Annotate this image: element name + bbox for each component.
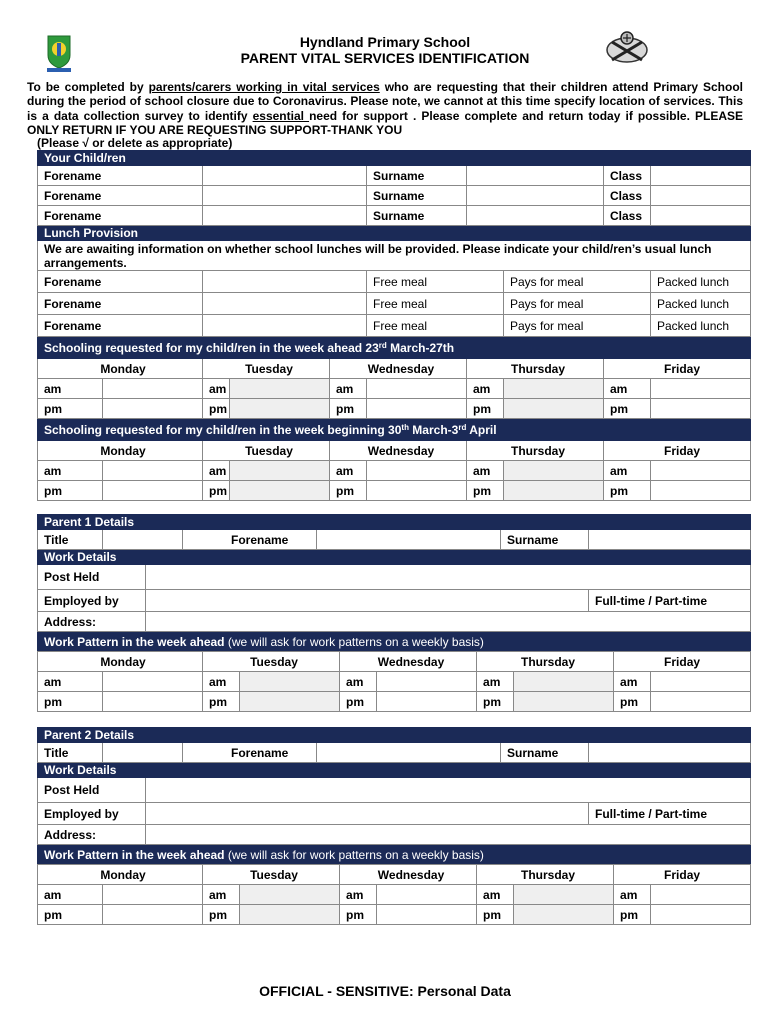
wednesday-pm-input[interactable] bbox=[367, 481, 467, 501]
am-label: am bbox=[467, 461, 504, 481]
schooling-week2-title: Schooling requested for my child/ren in the week beginning 30th March-3rd April bbox=[38, 419, 751, 441]
school-name: Hyndland Primary School bbox=[299, 34, 471, 50]
am-label: am bbox=[203, 885, 240, 905]
forename-label: Forename bbox=[38, 186, 203, 206]
packed-lunch-option[interactable]: Packed lunch bbox=[651, 271, 751, 293]
thursday-pm-input[interactable] bbox=[514, 905, 614, 925]
pm-label: pm bbox=[330, 481, 367, 501]
friday-am-input[interactable] bbox=[651, 461, 751, 481]
monday-am-input[interactable] bbox=[103, 885, 203, 905]
wednesday-am-input[interactable] bbox=[367, 379, 467, 399]
children-lunch-schooling-table bbox=[37, 150, 751, 501]
day-tuesday: Tuesday bbox=[203, 359, 330, 379]
day-monday: Monday bbox=[38, 652, 203, 672]
employed-by-label: Employed by bbox=[38, 803, 146, 825]
address-label: Address: bbox=[38, 825, 146, 845]
schooling-week1-title: Schooling requested for my child/ren in the week ahead 23rd March-27th bbox=[38, 337, 751, 359]
intro-underline-1: parents/carers working in vital services bbox=[148, 80, 380, 94]
fulltime-parttime-option[interactable]: Full-time / Part-time bbox=[589, 590, 751, 612]
am-label: am bbox=[477, 885, 514, 905]
title-input[interactable] bbox=[103, 743, 183, 763]
pm-label: pm bbox=[467, 481, 504, 501]
pm-label: pm bbox=[38, 481, 103, 501]
child-row bbox=[38, 186, 751, 206]
document-header bbox=[0, 34, 770, 66]
title-label: Title bbox=[38, 743, 103, 763]
day-friday: Friday bbox=[614, 652, 751, 672]
child-row bbox=[38, 206, 751, 226]
am-label: am bbox=[614, 885, 651, 905]
am-label: am bbox=[340, 885, 377, 905]
surname-label: Surname bbox=[501, 530, 589, 550]
forename-label: Forename bbox=[38, 271, 203, 293]
tuesday-pm-input[interactable] bbox=[230, 399, 330, 419]
wednesday-pm-input[interactable] bbox=[377, 905, 477, 925]
thursday-am-input[interactable] bbox=[504, 379, 604, 399]
pm-label: pm bbox=[38, 692, 103, 712]
pm-label: pm bbox=[467, 399, 504, 419]
pm-label: pm bbox=[330, 399, 367, 419]
forename-input[interactable] bbox=[203, 271, 367, 293]
post-held-input[interactable] bbox=[146, 565, 751, 590]
monday-pm-input[interactable] bbox=[103, 692, 203, 712]
tuesday-pm-input[interactable] bbox=[230, 481, 330, 501]
pm-label: pm bbox=[203, 905, 240, 925]
class-input[interactable] bbox=[651, 166, 751, 186]
parent2-work-pattern-table bbox=[37, 864, 751, 925]
class-input[interactable] bbox=[651, 206, 751, 226]
post-held-input[interactable] bbox=[146, 778, 751, 803]
class-label: Class bbox=[604, 166, 651, 186]
monday-pm-input[interactable] bbox=[103, 481, 203, 501]
day-wednesday: Wednesday bbox=[340, 652, 477, 672]
pm-label: pm bbox=[38, 399, 103, 419]
thursday-pm-input[interactable] bbox=[504, 399, 604, 419]
surname-input[interactable] bbox=[467, 186, 604, 206]
day-wednesday: Wednesday bbox=[340, 865, 477, 885]
pm-row bbox=[38, 399, 751, 419]
sensitivity-footer: OFFICIAL - SENSITIVE: Personal Data bbox=[259, 983, 511, 999]
intro-text-2: who are requesting that their children attend Primary School during the period of school closure due to Coronavirus. Please note, we cannot at this time specify location of services. This is a data collection survey to identify bbox=[27, 80, 743, 123]
forename-label: Forename bbox=[38, 315, 203, 337]
class-label: Class bbox=[604, 186, 651, 206]
parent2-section-title: Parent 2 Details bbox=[38, 728, 751, 743]
monday-am-input[interactable] bbox=[103, 379, 203, 399]
am-label: am bbox=[38, 885, 103, 905]
day-thursday: Thursday bbox=[467, 441, 604, 461]
surname-input[interactable] bbox=[589, 530, 751, 550]
fulltime-parttime-option[interactable]: Full-time / Part-time bbox=[589, 803, 751, 825]
day-monday: Monday bbox=[38, 441, 203, 461]
monday-am-input[interactable] bbox=[103, 672, 203, 692]
work-pattern-title: Work Pattern in the week ahead (we will ask for work patterns on a weekly basis) bbox=[38, 632, 751, 652]
am-label: am bbox=[330, 379, 367, 399]
tuesday-am-input[interactable] bbox=[240, 885, 340, 905]
parent1-table bbox=[37, 514, 751, 652]
surname-label: Surname bbox=[501, 743, 589, 763]
tuesday-am-input[interactable] bbox=[230, 461, 330, 481]
lunch-row bbox=[38, 315, 751, 337]
packed-lunch-option[interactable]: Packed lunch bbox=[651, 315, 751, 337]
day-thursday: Thursday bbox=[477, 652, 614, 672]
parent1-section-title: Parent 1 Details bbox=[38, 515, 751, 530]
am-label: am bbox=[604, 461, 651, 481]
class-label: Class bbox=[604, 206, 651, 226]
am-label: am bbox=[477, 672, 514, 692]
am-label: am bbox=[614, 672, 651, 692]
pm-label: pm bbox=[614, 692, 651, 712]
tuesday-pm-input[interactable] bbox=[240, 905, 340, 925]
thursday-pm-input[interactable] bbox=[514, 692, 614, 712]
day-friday: Friday bbox=[604, 359, 751, 379]
friday-am-input[interactable] bbox=[651, 672, 751, 692]
pm-label: pm bbox=[477, 692, 514, 712]
day-thursday: Thursday bbox=[467, 359, 604, 379]
wednesday-pm-input[interactable] bbox=[377, 692, 477, 712]
forename-input[interactable] bbox=[203, 186, 367, 206]
day-wednesday: Wednesday bbox=[330, 359, 467, 379]
pm-label: pm bbox=[614, 905, 651, 925]
title-input[interactable] bbox=[103, 530, 183, 550]
am-label: am bbox=[203, 379, 230, 399]
day-thursday: Thursday bbox=[477, 865, 614, 885]
pm-label: pm bbox=[203, 481, 230, 501]
surname-label: Surname bbox=[367, 206, 467, 226]
pm-label: pm bbox=[203, 692, 240, 712]
forename-input[interactable] bbox=[203, 206, 367, 226]
forename-label: Forename bbox=[183, 530, 317, 550]
children-section-title: Your Child/ren bbox=[38, 151, 751, 166]
employed-by-input[interactable] bbox=[146, 590, 589, 612]
friday-am-input[interactable] bbox=[651, 379, 751, 399]
day-monday: Monday bbox=[38, 865, 203, 885]
forename-input[interactable] bbox=[203, 166, 367, 186]
work-pattern-title: Work Pattern in the week ahead (we will ask for work patterns on a weekly basis) bbox=[38, 845, 751, 865]
lunch-row bbox=[38, 271, 751, 293]
pays-for-meal-option[interactable]: Pays for meal bbox=[504, 315, 651, 337]
am-label: am bbox=[330, 461, 367, 481]
wednesday-am-input[interactable] bbox=[377, 672, 477, 692]
packed-lunch-option[interactable]: Packed lunch bbox=[651, 293, 751, 315]
pm-label: pm bbox=[604, 399, 651, 419]
friday-pm-input[interactable] bbox=[651, 692, 751, 712]
am-label: am bbox=[38, 379, 103, 399]
thursday-am-input[interactable] bbox=[514, 885, 614, 905]
wednesday-am-input[interactable] bbox=[377, 885, 477, 905]
surname-label: Surname bbox=[367, 186, 467, 206]
forename-label: Forename bbox=[38, 166, 203, 186]
days-header-row bbox=[38, 359, 751, 379]
am-label: am bbox=[38, 461, 103, 481]
thursday-am-input[interactable] bbox=[504, 461, 604, 481]
day-tuesday: Tuesday bbox=[203, 441, 330, 461]
class-input[interactable] bbox=[651, 186, 751, 206]
form-title: PARENT VITAL SERVICES IDENTIFICATION bbox=[240, 50, 530, 66]
am-label: am bbox=[340, 672, 377, 692]
pm-label: pm bbox=[340, 692, 377, 712]
pm-label: pm bbox=[38, 905, 103, 925]
parent2-table bbox=[37, 727, 751, 865]
pm-label: pm bbox=[477, 905, 514, 925]
address-label: Address: bbox=[38, 612, 146, 632]
am-label: am bbox=[203, 461, 230, 481]
forename-label: Forename bbox=[38, 206, 203, 226]
post-held-label: Post Held bbox=[38, 778, 146, 803]
lunch-instructions: We are awaiting information on whether school lunches will be provided. Please indicate your child/ren’s usual lunch arrangements. bbox=[38, 241, 751, 271]
wednesday-am-input[interactable] bbox=[367, 461, 467, 481]
tuesday-pm-input[interactable] bbox=[240, 692, 340, 712]
day-monday: Monday bbox=[38, 359, 203, 379]
address-input[interactable] bbox=[146, 825, 751, 845]
surname-label: Surname bbox=[367, 166, 467, 186]
monday-pm-input[interactable] bbox=[103, 399, 203, 419]
pm-label: pm bbox=[340, 905, 377, 925]
days-header-row bbox=[38, 441, 751, 461]
friday-pm-input[interactable] bbox=[651, 399, 751, 419]
day-wednesday: Wednesday bbox=[330, 441, 467, 461]
lunch-row bbox=[38, 293, 751, 315]
pays-for-meal-option[interactable]: Pays for meal bbox=[504, 271, 651, 293]
work-details-title: Work Details bbox=[38, 550, 751, 565]
surname-input[interactable] bbox=[467, 166, 604, 186]
day-tuesday: Tuesday bbox=[203, 652, 340, 672]
employed-by-input[interactable] bbox=[146, 803, 589, 825]
thursday-am-input[interactable] bbox=[514, 672, 614, 692]
am-label: am bbox=[203, 672, 240, 692]
intro-paragraph bbox=[27, 80, 743, 138]
pm-label: pm bbox=[604, 481, 651, 501]
intro-underline-2: essential bbox=[252, 108, 310, 123]
free-meal-option[interactable]: Free meal bbox=[367, 293, 504, 315]
pm-label: pm bbox=[203, 399, 230, 419]
pays-for-meal-option[interactable]: Pays for meal bbox=[504, 293, 651, 315]
tuesday-am-input[interactable] bbox=[240, 672, 340, 692]
work-details-title: Work Details bbox=[38, 763, 751, 778]
intro-text-1: To be completed by bbox=[27, 80, 149, 94]
lunch-section-title: Lunch Provision bbox=[38, 226, 751, 241]
parent1-work-pattern-table bbox=[37, 651, 751, 712]
employed-by-label: Employed by bbox=[38, 590, 146, 612]
day-tuesday: Tuesday bbox=[203, 865, 340, 885]
surname-input[interactable] bbox=[589, 743, 751, 763]
forename-input[interactable] bbox=[203, 315, 367, 337]
monday-am-input[interactable] bbox=[103, 461, 203, 481]
pm-row bbox=[38, 481, 751, 501]
title-label: Title bbox=[38, 530, 103, 550]
day-friday: Friday bbox=[614, 865, 751, 885]
tuesday-am-input[interactable] bbox=[230, 379, 330, 399]
child-row bbox=[38, 166, 751, 186]
day-friday: Friday bbox=[604, 441, 751, 461]
monday-pm-input[interactable] bbox=[103, 905, 203, 925]
am-row bbox=[38, 461, 751, 481]
forename-input[interactable] bbox=[203, 293, 367, 315]
am-row bbox=[38, 379, 751, 399]
surname-input[interactable] bbox=[467, 206, 604, 226]
instruction-note: (Please √ or delete as appropriate) bbox=[37, 136, 233, 150]
address-input[interactable] bbox=[146, 612, 751, 632]
friday-pm-input[interactable] bbox=[651, 905, 751, 925]
am-label: am bbox=[38, 672, 103, 692]
forename-input[interactable] bbox=[317, 530, 501, 550]
intro-text-3: need for support . Please complete and return today if possible. PLEASE ONLY RETURN IF YOU ARE REQUESTING SUPPORT-THANK YOU bbox=[27, 108, 743, 138]
thursday-pm-input[interactable] bbox=[504, 481, 604, 501]
wednesday-pm-input[interactable] bbox=[367, 399, 467, 419]
free-meal-option[interactable]: Free meal bbox=[367, 271, 504, 293]
free-meal-option[interactable]: Free meal bbox=[367, 315, 504, 337]
am-label: am bbox=[467, 379, 504, 399]
forename-label: Forename bbox=[183, 743, 317, 763]
am-label: am bbox=[604, 379, 651, 399]
forename-input[interactable] bbox=[317, 743, 501, 763]
forename-label: Forename bbox=[38, 293, 203, 315]
post-held-label: Post Held bbox=[38, 565, 146, 590]
friday-am-input[interactable] bbox=[651, 885, 751, 905]
friday-pm-input[interactable] bbox=[651, 481, 751, 501]
